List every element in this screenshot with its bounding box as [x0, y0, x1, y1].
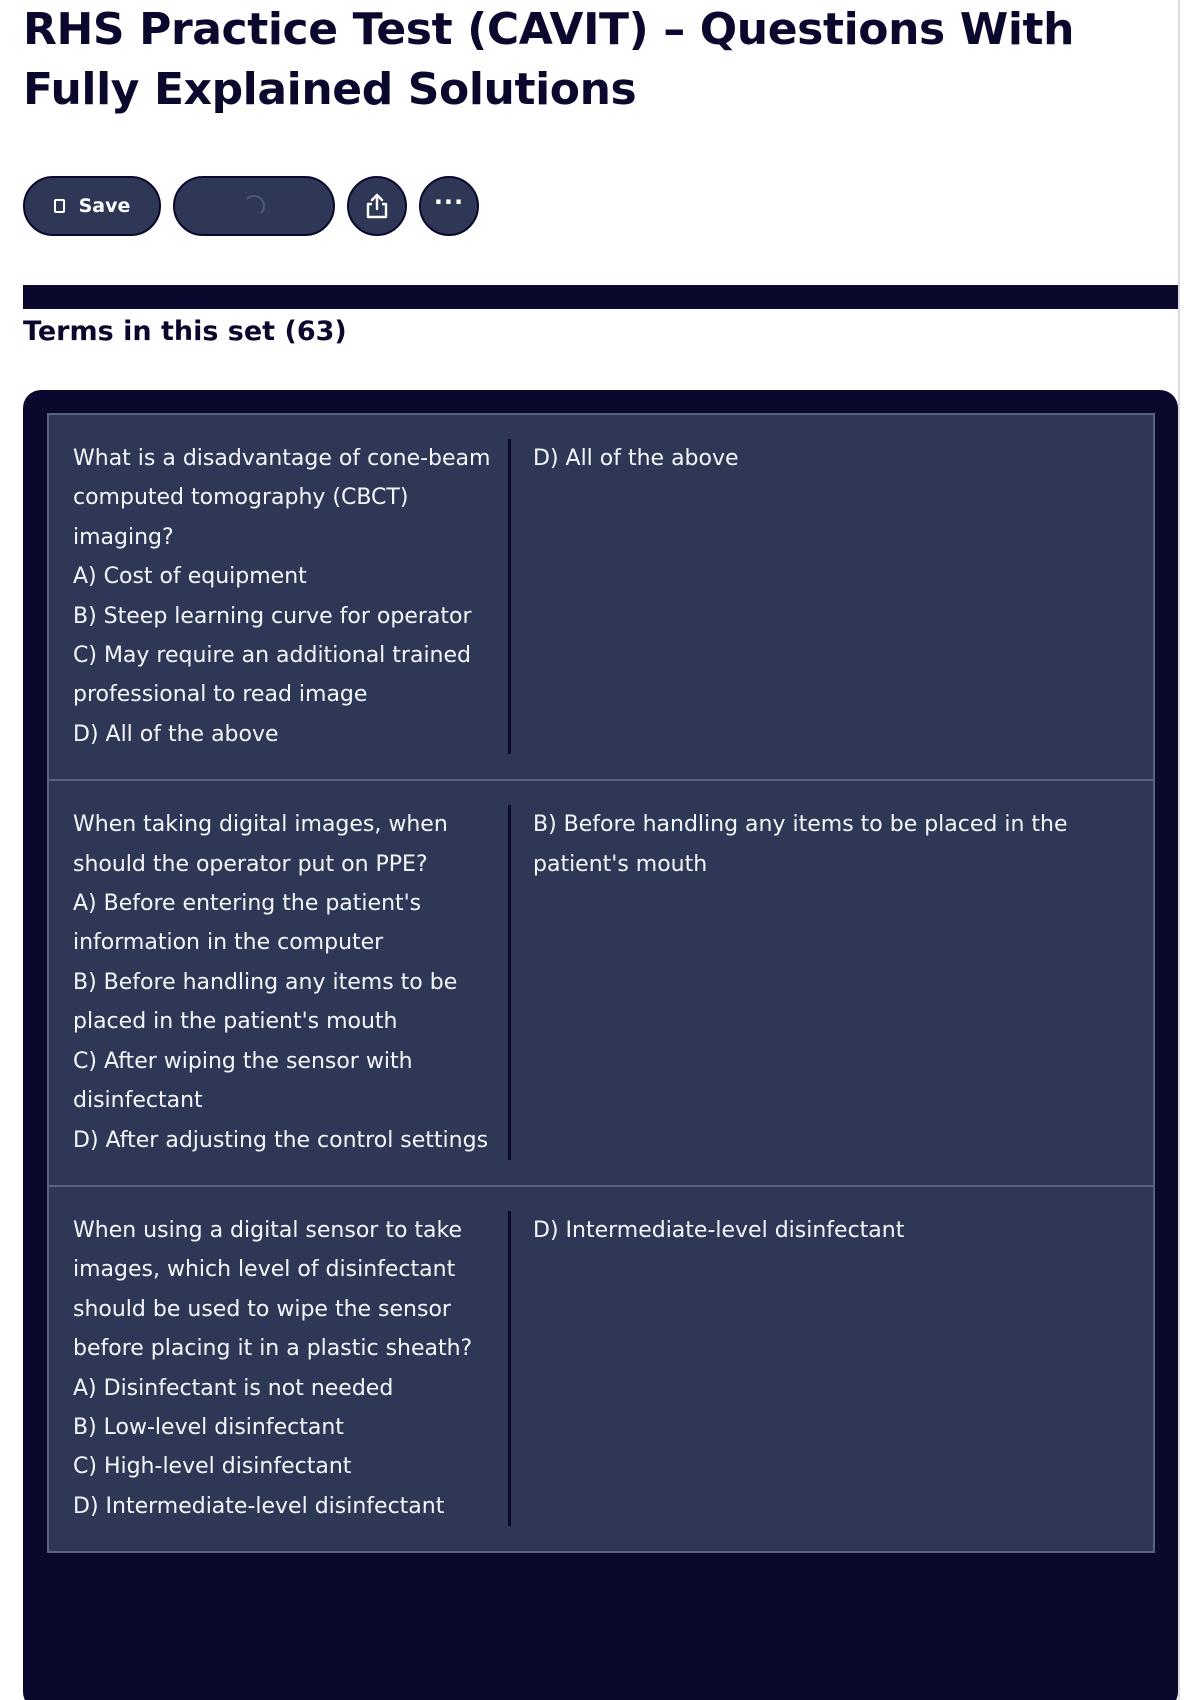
- spinner-icon: [243, 195, 265, 217]
- share-icon: [364, 192, 390, 220]
- terms-panel: [23, 390, 1178, 1700]
- loading-button[interactable]: [173, 176, 335, 236]
- term-side: [73, 805, 511, 1160]
- term-line: C) May require an additional trained: [73, 643, 471, 669]
- term-line: before placing it in a plastic sheath?: [73, 1336, 473, 1362]
- term-line: When using a digital sensor to take: [73, 1217, 463, 1243]
- term-line: computed tomography (CBCT): [73, 485, 409, 511]
- definition-side: [511, 805, 1129, 1160]
- term-line: should the operator put on PPE?: [73, 851, 428, 877]
- term-line: B) Steep learning curve for operator: [73, 603, 472, 629]
- term-line: C) After wiping the sensor with: [73, 1048, 413, 1074]
- term-line: professional to read image: [73, 682, 368, 708]
- term-line: placed in the patient's mouth: [73, 1009, 398, 1035]
- term-line: D) Intermediate-level disinfectant: [73, 1493, 445, 1519]
- term-card[interactable]: [47, 413, 1155, 779]
- term-line: C) High-level disinfectant: [73, 1454, 352, 1480]
- section-divider: [23, 285, 1178, 309]
- term-line: A) Disinfectant is not needed: [73, 1375, 394, 1401]
- page-title: RHS Practice Test (CAVIT) – Questions With Fully Explained Solutions: [23, 4, 1075, 115]
- term-card[interactable]: [47, 779, 1155, 1185]
- term-line: When taking digital images, when: [73, 812, 448, 838]
- term-line: imaging?: [73, 524, 174, 550]
- term-line: B) Before handling any items to be: [73, 969, 458, 995]
- term-line: disinfectant: [73, 1088, 203, 1114]
- save-button-label: Save: [78, 195, 131, 217]
- definition-line: B) Before handling any items to be placed in the: [533, 812, 1068, 838]
- term-line: A) Cost of equipment: [73, 564, 307, 590]
- term-line: B) Low-level disinfectant: [73, 1414, 344, 1440]
- definition-line: patient's mouth: [533, 851, 708, 877]
- term-card[interactable]: [47, 1185, 1155, 1553]
- save-button[interactable]: [23, 176, 161, 236]
- action-bar: [23, 176, 491, 236]
- term-line: images, which level of disinfectant: [73, 1257, 456, 1283]
- term-side: [73, 1211, 511, 1526]
- right-edge-rule: [1178, 0, 1180, 1700]
- term-line: information in the computer: [73, 930, 384, 956]
- definition-side: [511, 439, 1129, 754]
- term-side: [73, 439, 511, 754]
- definition-side: [511, 1211, 1129, 1526]
- definition-line: D) All of the above: [533, 446, 739, 471]
- definition-line: D) Intermediate-level disinfectant: [533, 1217, 905, 1243]
- term-line: D) After adjusting the control settings: [73, 1127, 489, 1153]
- terms-list: [47, 413, 1155, 1553]
- term-line: A) Before entering the patient's: [73, 891, 422, 917]
- more-options-icon: ···: [433, 188, 465, 216]
- term-line: What is a disadvantage of cone-beam: [73, 446, 491, 471]
- share-button[interactable]: [347, 176, 407, 236]
- term-line: should be used to wipe the sensor: [73, 1296, 451, 1322]
- more-options-button[interactable]: [419, 176, 479, 236]
- bookmark-icon: [54, 199, 65, 213]
- terms-heading: Terms in this set (63): [23, 316, 347, 347]
- term-line: D) All of the above: [73, 721, 279, 747]
